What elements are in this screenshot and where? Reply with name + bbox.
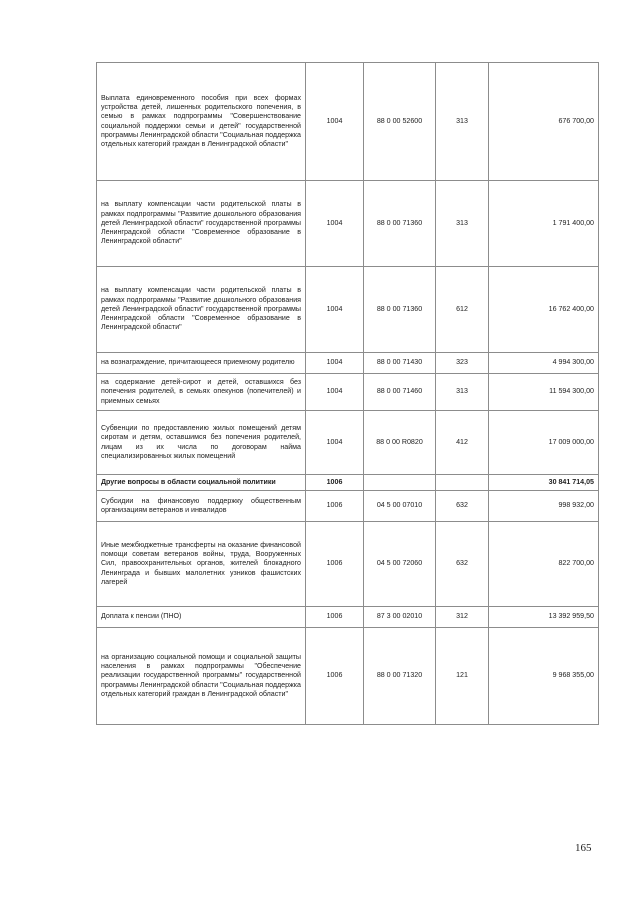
table-row [97,475,599,491]
cell-amount: 1 791 400,00 [489,181,599,267]
cell-name: на организацию социальной помощи и социальной защиты населения в рамках подпрограммы "Обеспечение реализации государственной программы" государственной программы Ленинградской области "Социальная поддержка отдельных категорий граждан в Ленинградской области" [97,628,306,725]
cell-expense-type: 632 [436,491,489,522]
table-row [97,607,599,628]
cell-expense-type: 632 [436,522,489,607]
cell-article: 04 5 00 07010 [364,491,436,522]
cell-section: 1004 [306,63,364,181]
cell-amount: 822 700,00 [489,522,599,607]
cell-amount: 4 994 300,00 [489,353,599,374]
table-row [97,628,599,725]
cell-name: Субвенции по предоставлению жилых помещений детям сиротам и детям, оставшимся без попечения родителей, лицам из их числа по договорам найма специализированных жилых помещений [97,411,306,475]
table-row [97,522,599,607]
cell-name: Иные межбюджетные трансферты на оказание финансовой помощи советам ветеранов войны, труда, Вооруженных Сил, правоохранительных органов, жителей блокадного Ленинграда и бывших малолетних узников фашистских лагерей [97,522,306,607]
cell-name: Другие вопросы в области социальной политики [97,475,306,491]
cell-article: 88 0 00 71360 [364,181,436,267]
cell-section: 1004 [306,353,364,374]
table-row [97,374,599,411]
cell-section: 1004 [306,374,364,411]
cell-article: 88 0 00 R0820 [364,411,436,475]
cell-name: на содержание детей-сирот и детей, оставшихся без попечения родителей, в семьях опекунов (попечителей) и приемных семьях [97,374,306,411]
cell-amount: 30 841 714,05 [489,475,599,491]
table-body [97,63,599,725]
table-row [97,353,599,374]
table-row [97,63,599,181]
cell-article [364,475,436,491]
cell-name: на выплату компенсации части родительской платы в рамках подпрограммы "Развитие дошкольного образования детей Ленинградской области" государственной программы Ленинградской области "Современное образование в Ленинградской области" [97,181,306,267]
cell-expense-type: 313 [436,374,489,411]
cell-section: 1004 [306,267,364,353]
cell-amount: 16 762 400,00 [489,267,599,353]
cell-name: Субсидии на финансовую поддержку общественным организациям ветеранов и инвалидов [97,491,306,522]
cell-expense-type: 612 [436,267,489,353]
cell-expense-type: 121 [436,628,489,725]
table-row [97,267,599,353]
cell-article: 88 0 00 71460 [364,374,436,411]
table-row [97,411,599,475]
cell-article: 88 0 00 71360 [364,267,436,353]
cell-section: 1006 [306,475,364,491]
cell-expense-type: 323 [436,353,489,374]
cell-article: 88 0 00 71430 [364,353,436,374]
cell-amount: 13 392 959,50 [489,607,599,628]
cell-expense-type [436,475,489,491]
cell-section: 1006 [306,522,364,607]
table-row [97,491,599,522]
cell-article: 88 0 00 52600 [364,63,436,181]
cell-name: Выплата единовременного пособия при всех формах устройства детей, лишенных родительского попечения, в семью в рамках подпрограммы "Совершенствование социальной поддержки семьи и детей" государственной программы Ленинградской области "Социальная поддержка отдельных категорий граждан в Ленинградской области" [97,63,306,181]
cell-section: 1006 [306,607,364,628]
cell-section: 1006 [306,491,364,522]
cell-amount: 676 700,00 [489,63,599,181]
cell-expense-type: 312 [436,607,489,628]
cell-amount: 17 009 000,00 [489,411,599,475]
cell-name: на вознаграждение, причитающееся приемному родителю [97,353,306,374]
budget-table [96,62,599,725]
cell-amount: 11 594 300,00 [489,374,599,411]
cell-article: 87 3 00 02010 [364,607,436,628]
table-row [97,181,599,267]
cell-amount: 998 932,00 [489,491,599,522]
cell-section: 1006 [306,628,364,725]
cell-expense-type: 412 [436,411,489,475]
cell-expense-type: 313 [436,63,489,181]
cell-section: 1004 [306,411,364,475]
cell-article: 88 0 00 71320 [364,628,436,725]
cell-name: на выплату компенсации части родительской платы в рамках подпрограммы "Развитие дошкольного образования детей Ленинградской области" государственной программы Ленинградской области "Современное образование в Ленинградской области" [97,267,306,353]
cell-name: Доплата к пенсии (ПНО) [97,607,306,628]
cell-article: 04 5 00 72060 [364,522,436,607]
cell-expense-type: 313 [436,181,489,267]
cell-amount: 9 968 355,00 [489,628,599,725]
cell-section: 1004 [306,181,364,267]
page-number: 165 [575,842,592,854]
